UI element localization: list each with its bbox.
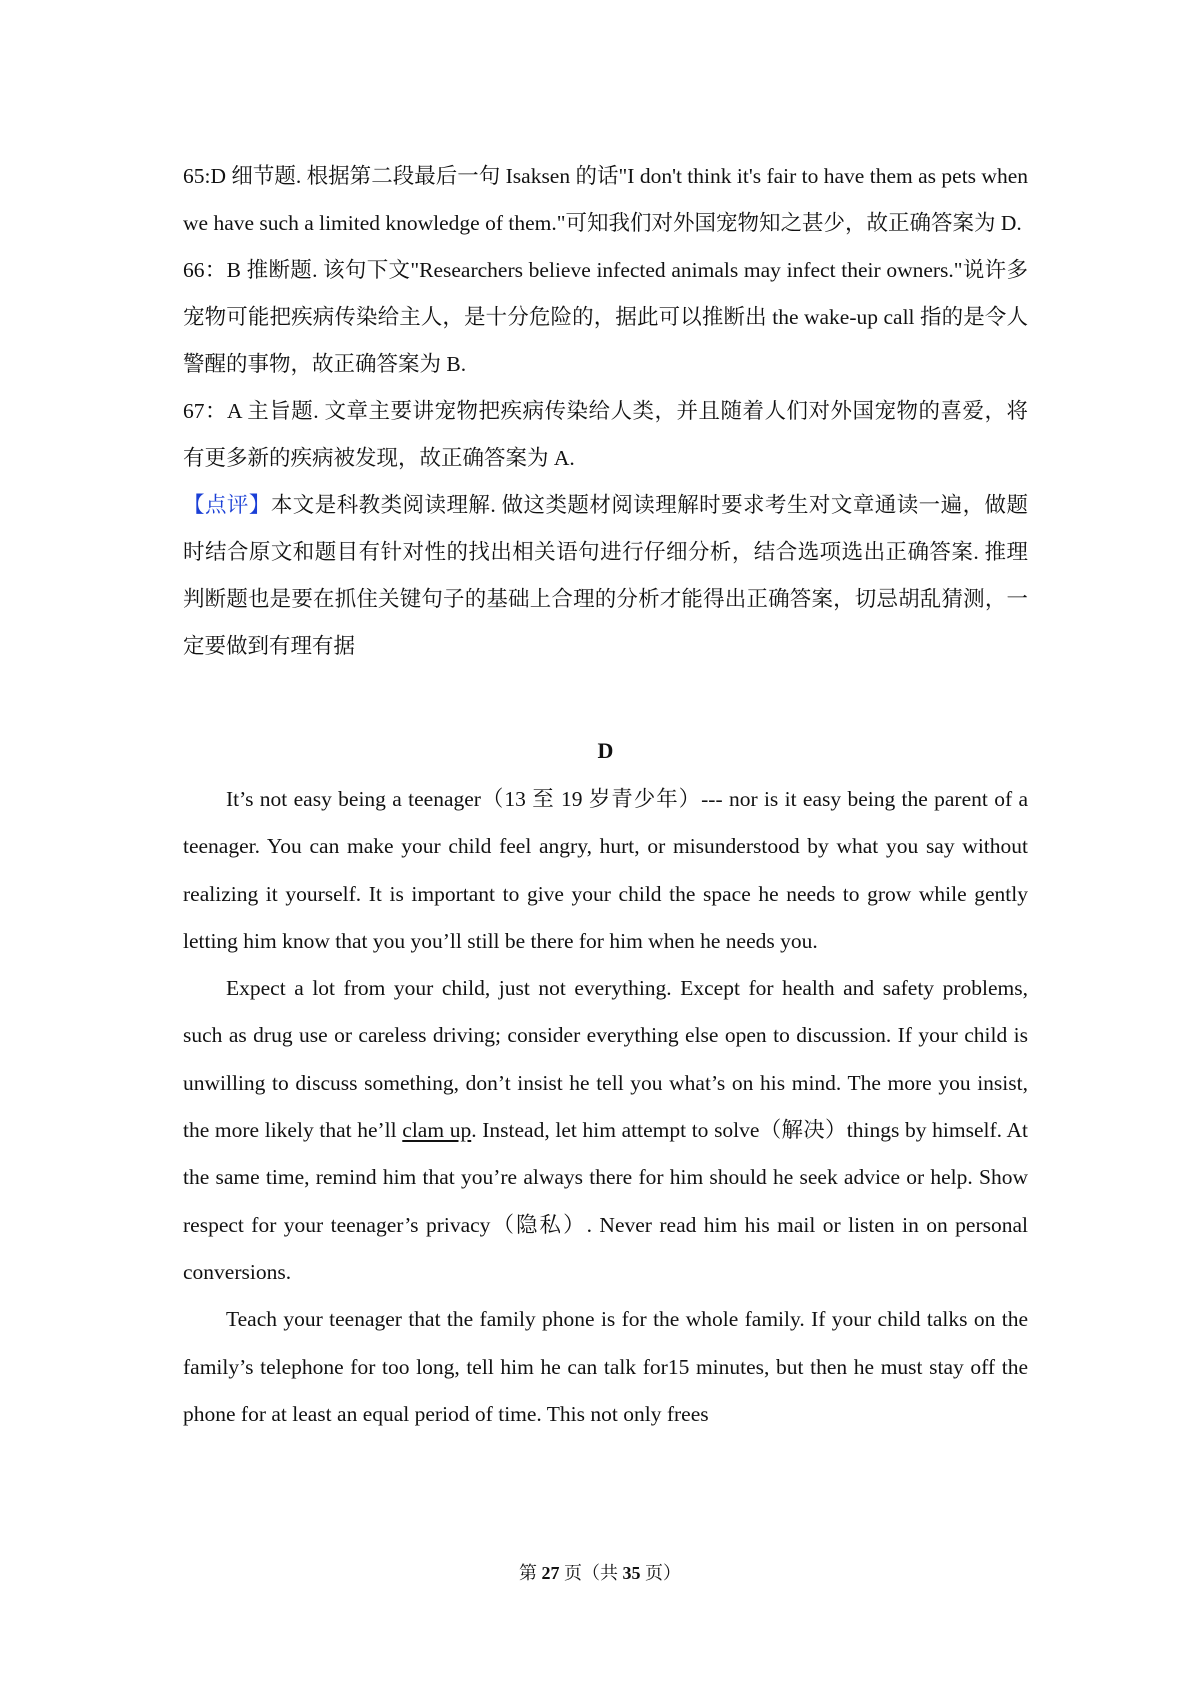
section-title: D (597, 738, 614, 763)
comment-tag: 【点评】 (183, 493, 271, 517)
page-footer (0, 1561, 1200, 1585)
footer-prefix: 第 (519, 1563, 542, 1583)
answer-65: 65:D 细节题. 根据第二段最后一句 Isaksen 的话"I don't think it's fair to have them as pets when we have such a limited knowledge of them."可知我们对外国宠物知之甚少，故正确答案为 D. (183, 164, 1028, 235)
page-content (183, 153, 1028, 1438)
passage-paragraph-2 (183, 965, 1028, 1296)
comment-paragraph (183, 482, 1028, 670)
footer-middle: 页（共 (559, 1563, 623, 1583)
answer-67: 67：A 主旨题. 文章主要讲宠物把疾病传染给人类，并且随着人们对外国宠物的喜爱，将有更多新的疾病被发现，故正确答案为 A. (183, 399, 1028, 470)
passage-paragraph-1: It’s not easy being a teenager（13 至 19 岁青少年）--- nor is it easy being the parent of a teenager. You can make your child feel angry, hurt, or misunderstood by what you say without realizing it yourself. It is important to give your child the space he needs to grow while gently letting him know that you you’ll still be there for him when he needs you. (183, 787, 1028, 953)
paragraph-2-text-a: Expect a lot from your child, just not everything. Except for health and safety problems, such as drug use or careless driving; consider everything else open to discussion. If your child is unwilling to discuss something, don’t insist he tell you what’s on his mind. The more you insist, the more likely that he’ll (183, 976, 1028, 1143)
passage-paragraph-3: Teach your teenager that the family phone is for the whole family. If your child talks on the family’s telephone for too long, tell him he can talk for15 minutes, but then he must stay off the phone for at least an equal period of time. This not only frees (183, 1307, 1028, 1426)
footer-page-number: 27 (541, 1563, 560, 1583)
underlined-phrase: clam up (402, 1118, 472, 1143)
comment-text: 本文是科教类阅读理解. 做这类题材阅读理解时要求考生对文章通读一遍，做题时结合原文和题目有针对性的找出相关语句进行仔细分析，结合选项选出正确答案. 推理判断题也是要在抓住关键句子的基础上合理的分析才能得出正确答案，切忌胡乱猜测，一定要做到有理有据 (183, 493, 1028, 658)
paragraph-2-text-b: . Instead, let him attempt to solve（解决）things by himself. At the same time, remind him that you’re always there for him should he seek advice or help. Show respect for your teenager’s privacy（隐私）. Never read him his mail or listen in on personal conversions. (183, 1118, 1028, 1284)
footer-total-pages: 35 (622, 1563, 641, 1583)
footer-suffix: 页） (640, 1563, 681, 1583)
answer-66: 66：B 推断题. 该句下文"Researchers believe infected animals may infect their owners."说许多宠物可能把疾病传染给主人，是十分危险的，据此可以推断出 the wake-up call 指的是令人警醒的事物，故正确答案为 B. (183, 258, 1028, 376)
